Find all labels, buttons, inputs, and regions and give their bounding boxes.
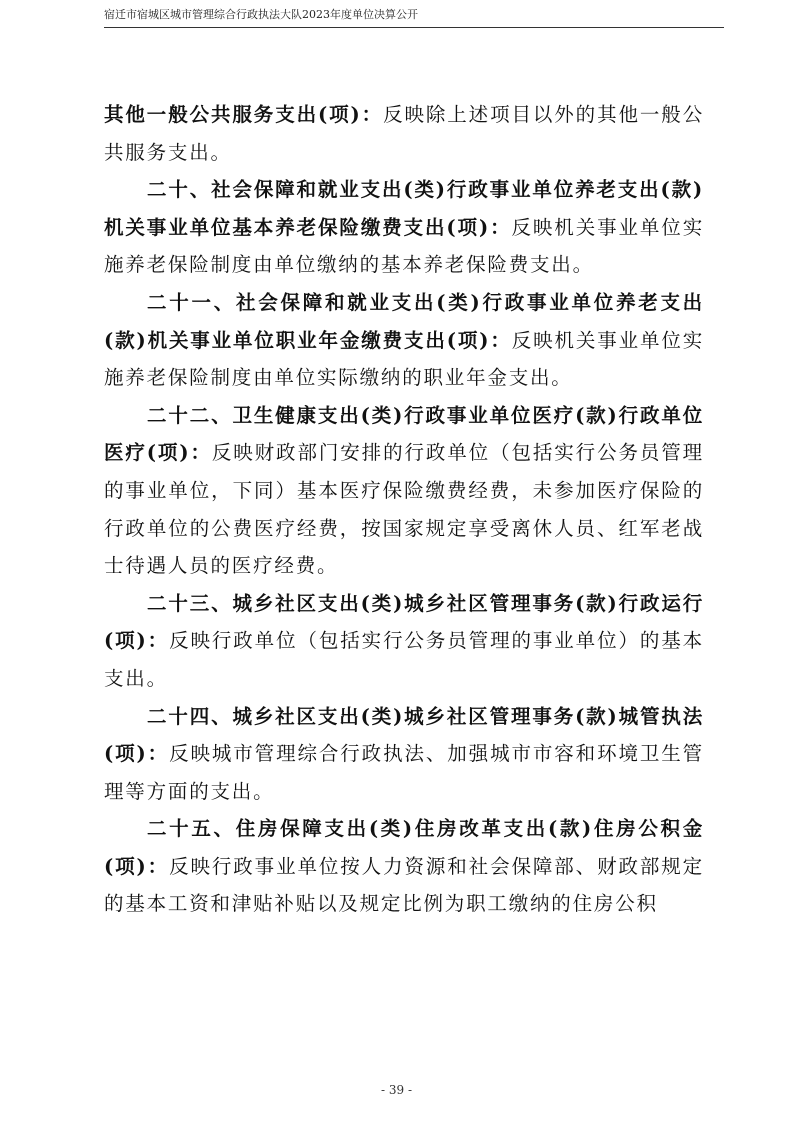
- paragraph-text: 反映行政单位（包括实行公务员管理的事业单位）的基本支出。: [104, 629, 704, 690]
- paragraph-text: 反映财政部门安排的行政单位（包括实行公务员管理的事业单位，下同）基本医疗保险缴费经费，未参加医疗保险的行政单位的公费医疗经费，按国家规定享受离休人员、红军老战士待遇人员的医疗经费。: [104, 441, 704, 578]
- running-header: 宿迁市宿城区城市管理综合行政执法大队2023年度单位决算公开: [104, 8, 418, 21]
- paragraph-heading: 二十五、住房保障支出(类)住房改革支出(款)住房公积金(项)：: [104, 817, 704, 878]
- paragraph-24-urban-enforcement: [104, 698, 704, 811]
- paragraph-text: 反映城市管理综合行政执法、加强城市市容和环境卫生管理等方面的支出。: [104, 742, 704, 803]
- paragraph-heading: 二十、社会保障和就业支出(类)行政事业单位养老支出(款)机关事业单位基本养老保险缴费支出(项)：: [104, 178, 704, 239]
- paragraph-text: 反映机关事业单位实施养老保险制度由单位缴纳的基本养老保险费支出。: [104, 215, 704, 277]
- paragraph-20-pension-insurance: [104, 171, 704, 284]
- page-number: - 39 -: [380, 1083, 412, 1097]
- paragraph-22-medical: [104, 397, 704, 585]
- paragraph-heading: 二十四、城乡社区支出(类)城乡社区管理事务(款)城管执法(项)：: [104, 704, 704, 766]
- document-body: [104, 96, 704, 923]
- paragraph-text: 反映行政事业单位按人力资源和社会保障部、财政部规定的基本工资和津贴补贴以及规定比例为职工缴纳的住房公积: [104, 854, 704, 916]
- paragraph-heading: 其他一般公共服务支出(项)：: [104, 103, 384, 126]
- paragraph-heading: 二十一、社会保障和就业支出(类)行政事业单位养老支出(款)机关事业单位职业年金缴费支出(项)：: [104, 290, 704, 352]
- paragraph-other-public-services: [104, 96, 704, 171]
- paragraph-23-administrative-operation: [104, 585, 704, 698]
- paragraph-text: 反映机关事业单位实施养老保险制度由单位实际缴纳的职业年金支出。: [104, 328, 704, 390]
- paragraph-21-occupational-annuity: [104, 284, 704, 397]
- header-divider: [104, 27, 724, 28]
- paragraph-25-housing-fund: [104, 810, 704, 923]
- paragraph-text: 反映除上述项目以外的其他一般公共服务支出。: [104, 103, 704, 164]
- paragraph-heading: 二十三、城乡社区支出(类)城乡社区管理事务(款)行政运行(项)：: [104, 591, 704, 653]
- paragraph-heading: 二十二、卫生健康支出(类)行政事业单位医疗(款)行政单位医疗(项)：: [104, 403, 704, 465]
